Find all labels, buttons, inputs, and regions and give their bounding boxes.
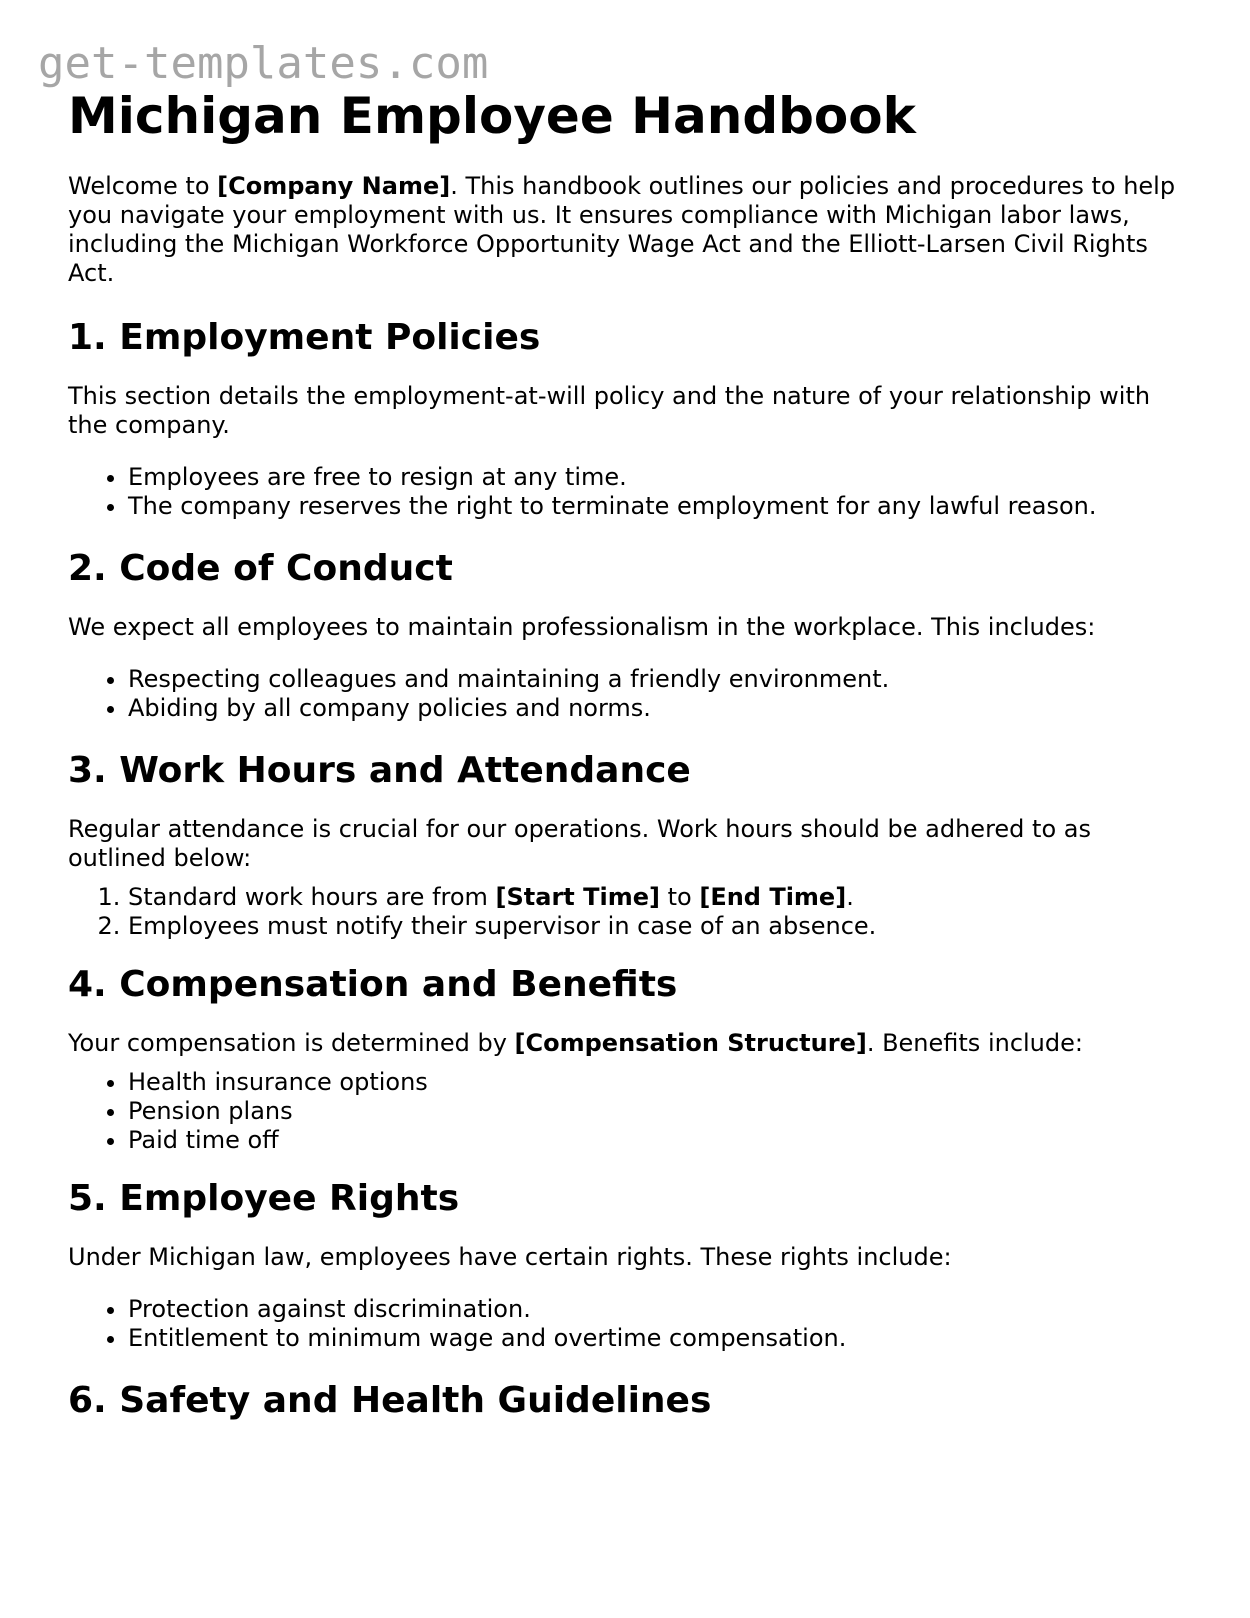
start-time-placeholder: [Start Time] (495, 883, 660, 911)
list-item: • Health insurance options (128, 1068, 1178, 1097)
section-text: Regular attendance is crucial for our operations. Work hours should be adhered to as outlined below: (68, 815, 1091, 872)
company-name-placeholder: [Company Name] (217, 172, 451, 200)
bullet-list (68, 1295, 1178, 1353)
item-text-after: . (846, 883, 854, 911)
numbered-list (68, 883, 1178, 941)
section-compensation (68, 963, 1178, 1155)
list-item (128, 883, 1178, 912)
section-code-of-conduct (68, 547, 1178, 723)
list-item: • Employees are free to resign at any time. (128, 463, 1178, 492)
section-safety-health (68, 1379, 1178, 1423)
document-page (68, 84, 1178, 1423)
section-heading: 2. Code of Conduct (68, 548, 453, 589)
section-work-hours (68, 749, 1178, 941)
section-employment-policies (68, 316, 1178, 521)
section-heading: 6. Safety and Health Guidelines (68, 1380, 712, 1421)
document-title: Michigan Employee Handbook (68, 87, 916, 145)
list-item: • Respecting colleagues and maintaining a friendly environment. (128, 665, 1178, 694)
item-text-before: Standard work hours are from (128, 883, 496, 911)
bullet-list (68, 665, 1178, 723)
intro-text-after: . This handbook outlines our policies and procedures to help you navigate your employment with us. It ensures compliance with Michigan labor laws, including the Michigan Workforce Opportunity Wage Act and the Elliott-Larsen Civil Rights Act. (68, 172, 1176, 287)
text-before: Your compensation is determined by (68, 1029, 515, 1057)
section-text (68, 1029, 1178, 1058)
bullet-list (68, 1068, 1178, 1155)
section-heading: 4. Compensation and Benefits (68, 964, 678, 1005)
list-item: • The company reserves the right to terminate employment for any lawful reason. (128, 492, 1178, 521)
intro-text-before: Welcome to (68, 172, 218, 200)
list-item: • Entitlement to minimum wage and overtime compensation. (128, 1324, 1178, 1353)
section-heading: 5. Employee Rights (68, 1178, 460, 1219)
section-text: This section details the employment-at-will policy and the nature of your relationship with the company. (68, 382, 1151, 439)
section-text: We expect all employees to maintain professionalism in the workplace. This includes: (68, 613, 1096, 641)
compensation-structure-placeholder: [Compensation Structure] (514, 1029, 867, 1057)
list-item: • Paid time off (128, 1126, 1178, 1155)
bullet-list (68, 463, 1178, 521)
section-heading: 3. Work Hours and Attendance (68, 750, 691, 791)
list-item: • Pension plans (128, 1097, 1178, 1126)
section-heading: 1. Employment Policies (68, 317, 541, 358)
text-after: . Benefits include: (866, 1029, 1083, 1057)
end-time-placeholder: [End Time] (699, 883, 847, 911)
intro-paragraph (68, 172, 1178, 288)
list-item: • Abiding by all company policies and norms. (128, 694, 1178, 723)
section-employee-rights (68, 1177, 1178, 1353)
watermark-text: get-templates.com (38, 38, 489, 89)
section-text: Under Michigan law, employees have certain rights. These rights include: (68, 1243, 952, 1271)
list-item: 2. Employees must notify their supervisor in case of an absence. (128, 912, 1178, 941)
item-text-middle: to (659, 883, 700, 911)
list-item: • Protection against discrimination. (128, 1295, 1178, 1324)
